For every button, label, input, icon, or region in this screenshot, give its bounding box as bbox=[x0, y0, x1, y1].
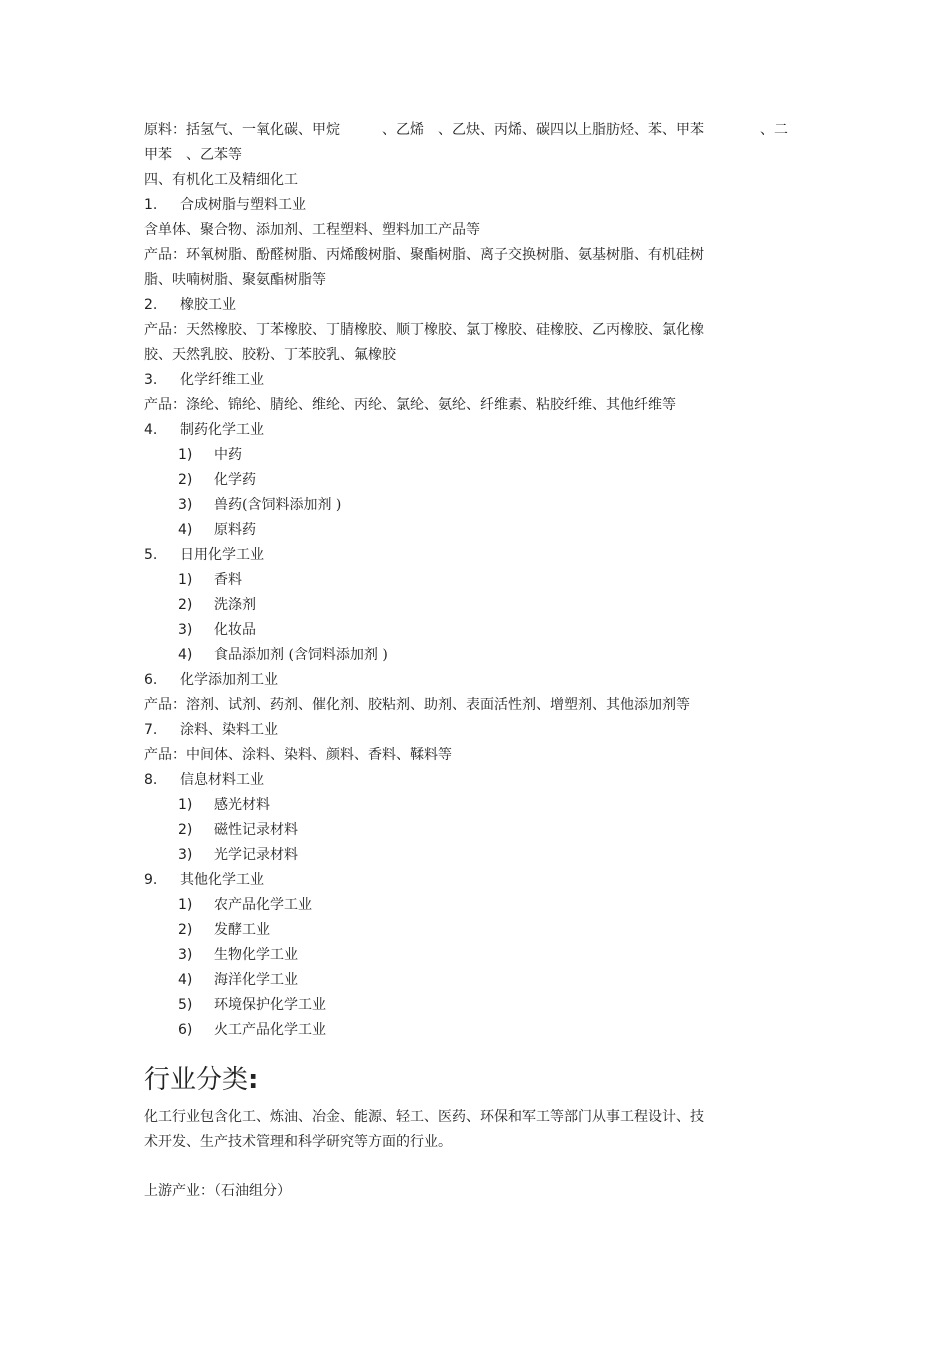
upstream-label: 上游产业：（石油组分） bbox=[144, 1183, 291, 1199]
intro-paragraph-cont: 术开发、生产技术管理和科学研究等方面的行业。 bbox=[144, 1134, 452, 1150]
sub-number: 2) bbox=[178, 597, 193, 613]
sub-number: 4) bbox=[178, 647, 193, 663]
sub-label: 磁性记录材料 bbox=[214, 822, 298, 838]
item-text: 产品：中间体、涂料、染料、颜料、香料、鞣料等 bbox=[144, 747, 452, 763]
sub-label: 食品添加剂 (含饲料添加剂 ) bbox=[214, 647, 388, 663]
document-page bbox=[144, 118, 804, 1204]
sub-item bbox=[144, 518, 804, 543]
sub-item bbox=[144, 843, 804, 868]
sub-label: 环境保护化学工业 bbox=[214, 997, 326, 1013]
list-label: 日用化学工业 bbox=[180, 547, 264, 563]
sub-label: 农产品化学工业 bbox=[214, 897, 312, 913]
list-number: 8. bbox=[144, 772, 158, 788]
item-text: 胶、天然乳胶、胶粉、丁苯胶乳、氟橡胶 bbox=[144, 347, 396, 363]
sub-number: 1) bbox=[178, 572, 193, 588]
sub-item bbox=[144, 818, 804, 843]
list-number: 1. bbox=[144, 197, 158, 213]
heading-text: 行业分类 bbox=[144, 1065, 249, 1095]
sub-number: 3) bbox=[178, 622, 193, 638]
list-label: 化学添加剂工业 bbox=[180, 672, 278, 688]
list-label: 橡胶工业 bbox=[180, 297, 236, 313]
sub-number: 2) bbox=[178, 822, 193, 838]
list-label: 其他化学工业 bbox=[180, 872, 264, 888]
sub-label: 光学记录材料 bbox=[214, 847, 298, 863]
list-item bbox=[144, 668, 804, 693]
sub-number: 1) bbox=[178, 797, 193, 813]
list-number: 7. bbox=[144, 722, 158, 738]
sub-item bbox=[144, 643, 804, 668]
sub-item bbox=[144, 943, 804, 968]
list-item bbox=[144, 868, 804, 893]
sub-number: 2) bbox=[178, 922, 193, 938]
sub-item bbox=[144, 493, 804, 518]
intro-paragraph: 化工行业包含化工、炼油、冶金、能源、轻工、医药、环保和军工等部门从事工程设计、技 bbox=[144, 1109, 704, 1125]
list-item bbox=[144, 718, 804, 743]
list-number: 5. bbox=[144, 547, 158, 563]
sub-number: 2) bbox=[178, 472, 193, 488]
list-number: 9. bbox=[144, 872, 158, 888]
list-item bbox=[144, 418, 804, 443]
sub-label: 火工产品化学工业 bbox=[214, 1022, 326, 1038]
item-text: 产品：天然橡胶、丁苯橡胶、丁腈橡胶、顺丁橡胶、氯丁橡胶、硅橡胶、乙丙橡胶、氯化橡 bbox=[144, 322, 704, 338]
item-text: 产品：溶剂、试剂、药剂、催化剂、胶粘剂、助剂、表面活性剂、增塑剂、其他添加剂等 bbox=[144, 697, 690, 713]
sub-item bbox=[144, 918, 804, 943]
spacer bbox=[144, 1155, 804, 1179]
sub-number: 4) bbox=[178, 522, 193, 538]
sub-number: 3) bbox=[178, 497, 193, 513]
list-item bbox=[144, 293, 804, 318]
list-number: 4. bbox=[144, 422, 158, 438]
sub-number: 3) bbox=[178, 847, 193, 863]
sub-number: 4) bbox=[178, 972, 193, 988]
sub-item bbox=[144, 993, 804, 1018]
sub-label: 化学药 bbox=[214, 472, 256, 488]
raw-materials-line-cont: 甲苯 、乙苯等 bbox=[144, 147, 242, 163]
list-number: 6. bbox=[144, 672, 158, 688]
sub-label: 原料药 bbox=[214, 522, 256, 538]
sub-item bbox=[144, 968, 804, 993]
sub-number: 1) bbox=[178, 897, 193, 913]
sub-item bbox=[144, 893, 804, 918]
sub-item bbox=[144, 593, 804, 618]
section-heading: 四、有机化工及精细化工 bbox=[144, 172, 298, 188]
list-number: 3. bbox=[144, 372, 158, 388]
sub-label: 化妆品 bbox=[214, 622, 256, 638]
item-text: 含单体、聚合物、添加剂、工程塑料、塑料加工产品等 bbox=[144, 222, 480, 238]
sub-item bbox=[144, 793, 804, 818]
list-number: 2. bbox=[144, 297, 158, 313]
sub-item bbox=[144, 468, 804, 493]
list-label: 涂料、染料工业 bbox=[180, 722, 278, 738]
page-heading bbox=[144, 1063, 804, 1097]
sub-item bbox=[144, 618, 804, 643]
list-label: 制药化学工业 bbox=[180, 422, 264, 438]
list-item bbox=[144, 543, 804, 568]
list-item bbox=[144, 368, 804, 393]
raw-materials-line: 原料：括氢气、一氧化碳、甲烷 、乙烯 、乙炔、丙烯、碳四以上脂肪烃、苯、甲苯 、二 bbox=[144, 122, 788, 138]
item-text: 脂、呋喃树脂、聚氨酯树脂等 bbox=[144, 272, 326, 288]
list-item bbox=[144, 768, 804, 793]
sub-number: 5) bbox=[178, 997, 193, 1013]
list-item bbox=[144, 193, 804, 218]
list-label: 合成树脂与塑料工业 bbox=[180, 197, 306, 213]
sub-number: 3) bbox=[178, 947, 193, 963]
sub-label: 洗涤剂 bbox=[214, 597, 256, 613]
heading-colon: : bbox=[248, 1065, 259, 1095]
sub-label: 感光材料 bbox=[214, 797, 270, 813]
item-text: 产品：环氧树脂、酚醛树脂、丙烯酸树脂、聚酯树脂、离子交换树脂、氨基树脂、有机硅树 bbox=[144, 247, 704, 263]
sub-item bbox=[144, 568, 804, 593]
sub-item bbox=[144, 1018, 804, 1043]
list-label: 信息材料工业 bbox=[180, 772, 264, 788]
sub-label: 发酵工业 bbox=[214, 922, 270, 938]
sub-label: 兽药(含饲料添加剂 ) bbox=[214, 497, 342, 513]
sub-label: 生物化学工业 bbox=[214, 947, 298, 963]
sub-number: 1) bbox=[178, 447, 193, 463]
sub-number: 6) bbox=[178, 1022, 193, 1038]
list-label: 化学纤维工业 bbox=[180, 372, 264, 388]
sub-item bbox=[144, 443, 804, 468]
sub-label: 中药 bbox=[214, 447, 242, 463]
sub-label: 香料 bbox=[214, 572, 242, 588]
item-text: 产品：涤纶、锦纶、腈纶、维纶、丙纶、氯纶、氨纶、纤维素、粘胶纤维、其他纤维等 bbox=[144, 397, 676, 413]
sub-label: 海洋化学工业 bbox=[214, 972, 298, 988]
